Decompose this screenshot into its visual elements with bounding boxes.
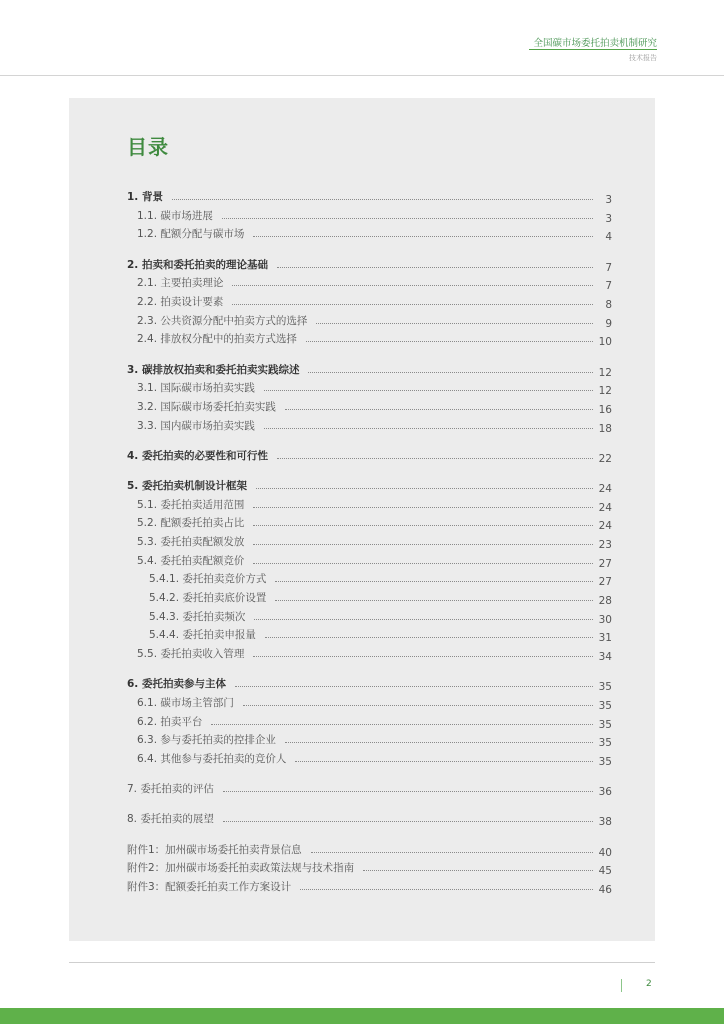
toc-entry-page: 35 — [598, 737, 612, 750]
toc-entry[interactable] — [127, 331, 612, 350]
toc-entry-page: 12 — [598, 385, 612, 398]
toc-entry-label: 2.2. 拍卖设计要素 — [137, 295, 224, 308]
toc-entry-page: 4 — [605, 231, 612, 244]
toc-entry-page: 46 — [598, 884, 612, 896]
toc-entry[interactable] — [127, 695, 612, 714]
toc-entry[interactable] — [127, 732, 612, 751]
toc-entry-label: 5.4.3. 委托拍卖频次 — [149, 610, 246, 623]
toc-entry[interactable] — [127, 714, 612, 733]
toc-entry[interactable] — [127, 676, 612, 695]
dot-leader — [316, 323, 593, 324]
toc-entry-page: 18 — [598, 422, 612, 435]
dot-leader — [253, 544, 593, 545]
toc-entry[interactable] — [127, 294, 612, 313]
dot-leader — [264, 428, 593, 429]
toc-entry-page: 35 — [598, 681, 612, 694]
toc-entry-page: 16 — [598, 403, 612, 416]
toc-entry[interactable] — [127, 515, 612, 534]
toc-entry-page: 35 — [598, 718, 612, 731]
toc-entry-page: 45 — [598, 865, 612, 878]
toc-entry[interactable] — [127, 478, 612, 497]
toc-entry[interactable] — [127, 399, 612, 418]
toc-entry-page: 7 — [605, 261, 612, 274]
toc-entry-page: 35 — [598, 700, 612, 712]
toc-entry-label: 6.1. 碳市场主管部门 — [137, 697, 234, 709]
dot-leader — [363, 870, 593, 871]
toc-entry-label: 2.3. 公共资源分配中拍卖方式的选择 — [137, 314, 308, 327]
toc-entry-page: 3 — [605, 194, 612, 206]
toc-entry-label: 5.4.1. 委托拍卖竞价方式 — [149, 573, 267, 586]
toc-entry[interactable] — [127, 860, 612, 879]
toc-entry-label: 6.3. 参与委托拍卖的控排企业 — [137, 734, 276, 747]
toc-entry[interactable] — [127, 418, 612, 437]
toc-entry[interactable] — [127, 627, 612, 646]
toc-entry[interactable] — [127, 380, 612, 399]
toc-entry-label: 5.3. 委托拍卖配额发放 — [137, 536, 245, 548]
dot-leader — [172, 199, 593, 200]
dot-leader — [264, 390, 593, 391]
toc-entry-page: 24 — [598, 501, 612, 514]
toc-entry-page: 23 — [598, 539, 612, 551]
toc-entry[interactable] — [127, 497, 612, 516]
dot-leader — [232, 304, 593, 305]
toc-entry-label: 4. 委托拍卖的必要性和可行性 — [127, 449, 268, 462]
toc-entry-page: 36 — [598, 786, 612, 799]
toc-entry-page: 38 — [598, 816, 612, 829]
toc-entry[interactable] — [127, 879, 612, 898]
toc-list — [127, 189, 612, 898]
dot-leader — [265, 637, 593, 638]
dot-leader — [275, 600, 593, 601]
toc-entry-label: 5.4. 委托拍卖配额竞价 — [137, 554, 245, 567]
dot-leader — [243, 705, 593, 706]
toc-entry-page: 27 — [598, 576, 612, 589]
toc-entry[interactable] — [127, 257, 612, 276]
dot-leader — [222, 218, 593, 219]
dot-leader — [306, 341, 593, 342]
toc-entry-label: 2.1. 主要拍卖理论 — [137, 277, 224, 290]
toc-entry-label: 5. 委托拍卖机制设计框架 — [127, 479, 247, 492]
dot-leader — [277, 458, 593, 459]
page-number: 2 — [646, 979, 652, 989]
toc-entry-page: 40 — [598, 846, 612, 859]
toc-entry[interactable] — [127, 313, 612, 332]
toc-entry-label: 6.4. 其他参与委托拍卖的竞价人 — [137, 753, 287, 766]
toc-entry-page: 24 — [598, 520, 612, 533]
dot-leader — [275, 581, 593, 582]
toc-entry-page: 7 — [605, 280, 612, 293]
toc-entry-label: 附件2：加州碳市场委托拍卖政策法规与技术指南 — [127, 862, 355, 875]
toc-entry-page: 9 — [605, 317, 612, 330]
dot-leader — [254, 619, 593, 620]
dot-leader — [223, 791, 593, 792]
toc-entry-label: 6.2. 拍卖平台 — [137, 715, 203, 728]
toc-entry-page: 12 — [598, 366, 612, 379]
dot-leader — [295, 761, 593, 762]
toc-entry-label: 5.5. 委托拍卖收入管理 — [137, 648, 245, 661]
toc-entry-label: 5.4.4. 委托拍卖申报量 — [149, 629, 256, 642]
toc-entry-label: 3.1. 国际碳市场拍卖实践 — [137, 382, 255, 395]
toc-entry[interactable] — [127, 362, 612, 381]
toc-entry[interactable] — [127, 646, 612, 665]
toc-entry-label: 附件1：加州碳市场委托拍卖背景信息 — [127, 843, 302, 856]
toc-entry[interactable] — [127, 842, 612, 861]
toc-entry[interactable] — [127, 275, 612, 294]
toc-panel — [69, 98, 655, 941]
toc-entry[interactable] — [127, 553, 612, 572]
toc-entry-label: 1. 背景 — [127, 191, 163, 203]
toc-title: 目录 — [127, 135, 169, 159]
toc-entry-label: 1.1. 碳市场进展 — [137, 209, 213, 222]
toc-entry-label: 2.4. 排放权分配中的拍卖方式选择 — [137, 333, 297, 346]
footer-divider — [69, 962, 655, 963]
dot-leader — [300, 889, 593, 890]
toc-entry-page: 34 — [598, 651, 612, 664]
dot-leader — [253, 236, 593, 237]
toc-entry[interactable] — [127, 590, 612, 609]
dot-leader — [311, 852, 593, 853]
dot-leader — [308, 372, 593, 373]
toc-entry-page: 27 — [598, 557, 612, 570]
toc-entry[interactable] — [127, 751, 612, 770]
report-type: 技术报告 — [629, 54, 657, 62]
toc-entry[interactable] — [127, 781, 612, 800]
toc-entry-label: 3.2. 国际碳市场委托拍卖实践 — [137, 400, 276, 413]
dot-leader — [223, 821, 593, 822]
toc-entry-page: 3 — [605, 212, 612, 225]
toc-entry-label: 5.2. 配额委托拍卖占比 — [137, 517, 245, 530]
toc-entry-page: 28 — [598, 595, 612, 608]
footer-bar — [0, 1008, 724, 1024]
dot-leader — [277, 267, 593, 268]
toc-entry-label: 6. 委托拍卖参与主体 — [127, 678, 226, 691]
report-title: 全国碳市场委托拍卖机制研究 — [533, 38, 657, 49]
dot-leader — [256, 488, 593, 489]
dot-leader — [285, 409, 593, 410]
header-rule — [529, 49, 657, 50]
toc-entry-label: 3.3. 国内碳市场拍卖实践 — [137, 419, 255, 432]
toc-entry-page: 31 — [598, 632, 612, 645]
toc-entry-page: 10 — [598, 336, 612, 349]
dot-leader — [211, 724, 593, 725]
toc-entry-label: 2. 拍卖和委托拍卖的理论基础 — [127, 258, 268, 271]
toc-entry[interactable] — [127, 534, 612, 553]
dot-leader — [285, 742, 593, 743]
toc-entry[interactable] — [127, 448, 612, 467]
toc-entry-label: 7. 委托拍卖的评估 — [127, 783, 214, 796]
toc-entry-label: 5.4.2. 委托拍卖底价设置 — [149, 592, 267, 605]
toc-entry-label: 附件3：配额委托拍卖工作方案设计 — [127, 881, 292, 893]
header-divider — [0, 75, 724, 76]
toc-entry-page: 22 — [598, 452, 612, 465]
toc-entry-page: 8 — [605, 298, 612, 311]
dot-leader — [232, 285, 593, 286]
toc-entry-page: 24 — [598, 482, 612, 495]
dot-leader — [253, 525, 593, 526]
toc-entry[interactable] — [127, 226, 612, 245]
toc-entry[interactable] — [127, 609, 612, 628]
toc-entry-page: 35 — [598, 756, 612, 769]
toc-entry[interactable] — [127, 811, 612, 830]
dot-leader — [235, 686, 593, 687]
toc-entry-label: 5.1. 委托拍卖适用范围 — [137, 498, 245, 511]
toc-entry[interactable] — [127, 571, 612, 590]
toc-entry-label: 8. 委托拍卖的展望 — [127, 813, 214, 826]
toc-entry[interactable] — [127, 189, 612, 208]
toc-entry[interactable] — [127, 208, 612, 227]
toc-entry-label: 1.2. 配额分配与碳市场 — [137, 228, 245, 241]
dot-leader — [253, 656, 593, 657]
toc-entry-label: 3. 碳排放权拍卖和委托拍卖实践综述 — [127, 363, 300, 376]
toc-entry-page: 30 — [598, 613, 612, 626]
dot-leader — [253, 507, 593, 508]
dot-leader — [253, 563, 593, 564]
page-number-separator — [621, 979, 622, 992]
